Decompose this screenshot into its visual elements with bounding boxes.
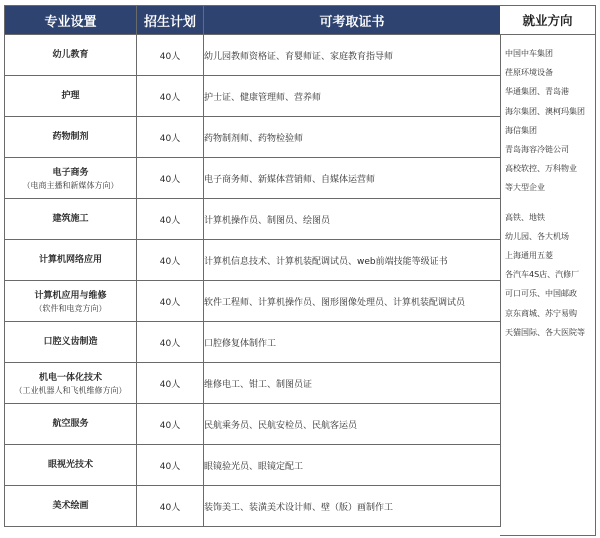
major-cell [5,486,137,527]
career-list [505,44,585,342]
career-item: 可口可乐、中国邮政 [505,289,577,299]
cert-cell: 眼镜验光员、眼镜定配工 [204,445,501,486]
table-row [5,35,501,76]
major-name: 电子商务 [52,167,89,178]
major-cell [5,445,137,486]
major-cell [5,76,137,117]
major-direction: （电商主播和新媒体方向） [22,180,119,190]
cert-cell: 护士证、健康管理师、营养师 [204,76,501,117]
major-cell [5,281,137,322]
enrollment-table [4,5,501,527]
major-name: 护理 [61,91,80,101]
plan-cell: 40人 [137,445,204,486]
table-row [5,76,501,117]
cert-cell: 维修电工、钳工、制图员证 [204,363,501,404]
cert-cell: 软件工程师、计算机操作员、图形图像处理员、计算机装配调试员 [204,281,501,322]
major-cell [5,117,137,158]
career-item: 幼儿园、各大机场 [505,231,569,241]
header-major: 专业设置 [5,6,137,35]
plan-cell: 40人 [137,404,204,445]
major-name: 美术绘画 [52,501,89,511]
table-row [5,404,501,445]
major-cell [5,158,137,199]
table-row [5,322,501,363]
major-name: 建筑施工 [52,214,89,224]
cert-cell: 电子商务师、新媒体营销师、自媒体运营师 [204,158,501,199]
major-cell [5,322,137,363]
table-row [5,158,501,199]
plan-cell: 40人 [137,322,204,363]
major-name: 幼儿教育 [52,50,89,60]
plan-cell: 40人 [137,281,204,322]
cert-cell: 计算机操作员、制图员、绘图员 [204,199,501,240]
plan-cell: 40人 [137,35,204,76]
career-item: 华通集团、青岛港 [505,87,569,97]
table-row [5,199,501,240]
header-career: 就业方向 [500,5,596,34]
plan-cell: 40人 [137,199,204,240]
plan-cell: 40人 [137,240,204,281]
plan-cell: 40人 [137,117,204,158]
major-cell [5,240,137,281]
table-row [5,445,501,486]
cert-cell: 计算机信息技术、计算机装配调试员、web前端技能等级证书 [204,240,501,281]
career-item: 荏原环境设备 [505,68,553,78]
table-row [5,486,501,527]
header-plan: 招生计划 [137,6,204,35]
major-name: 眼视光技术 [47,460,93,470]
career-item: 京东商城、苏宁易购 [505,308,577,318]
major-cell [5,35,137,76]
cert-cell: 药物制剂师、药物检验师 [204,117,501,158]
major-name: 药物制剂 [52,132,89,142]
career-item: 海尔集团、澳柯玛集团 [505,106,585,116]
plan-cell: 40人 [137,486,204,527]
major-direction: （软件和电竞方向） [34,303,107,313]
plan-cell: 40人 [137,363,204,404]
career-item: 各汽车4S店、汽修厂 [505,270,580,280]
career-column [500,34,596,536]
career-item: 海信集团 [505,125,537,135]
career-item: 天猫国际、各大医院等 [505,327,585,337]
table-row [5,363,501,404]
plan-cell: 40人 [137,158,204,199]
major-cell [5,199,137,240]
major-cell [5,363,137,404]
career-item: 等大型企业 [505,183,545,193]
cert-cell: 装饰美工、装潢美术设计师、壁（版）画制作工 [204,486,501,527]
cert-cell: 口腔修复体制作工 [204,322,501,363]
career-item: 高校软控、万科物业 [505,164,577,174]
table-body [5,35,501,527]
major-name: 口腔义齿制造 [43,337,98,347]
table-row [5,240,501,281]
career-item: 高铁、地铁 [505,212,545,222]
major-direction: （工业机器人和飞机维修方向） [14,385,127,395]
plan-cell: 40人 [137,76,204,117]
career-item: 上海通用五菱 [505,251,553,261]
major-name: 航空服务 [52,419,89,429]
career-item: 青岛海容冷链公司 [505,145,569,155]
major-name: 计算机网络应用 [38,255,102,265]
header-cert: 可考取证书 [204,6,501,35]
table-row [5,281,501,322]
career-item: 中国中车集团 [505,49,553,58]
table-header-row [5,6,501,35]
major-name: 计算机应用与维修 [34,290,107,301]
major-name: 机电一体化技术 [38,372,102,383]
table-row [5,117,501,158]
cert-cell: 幼儿园教师资格证、育婴师证、家庭教育指导师 [204,35,501,76]
major-cell [5,404,137,445]
cert-cell: 民航乘务员、民航安检员、民航客运员 [204,404,501,445]
